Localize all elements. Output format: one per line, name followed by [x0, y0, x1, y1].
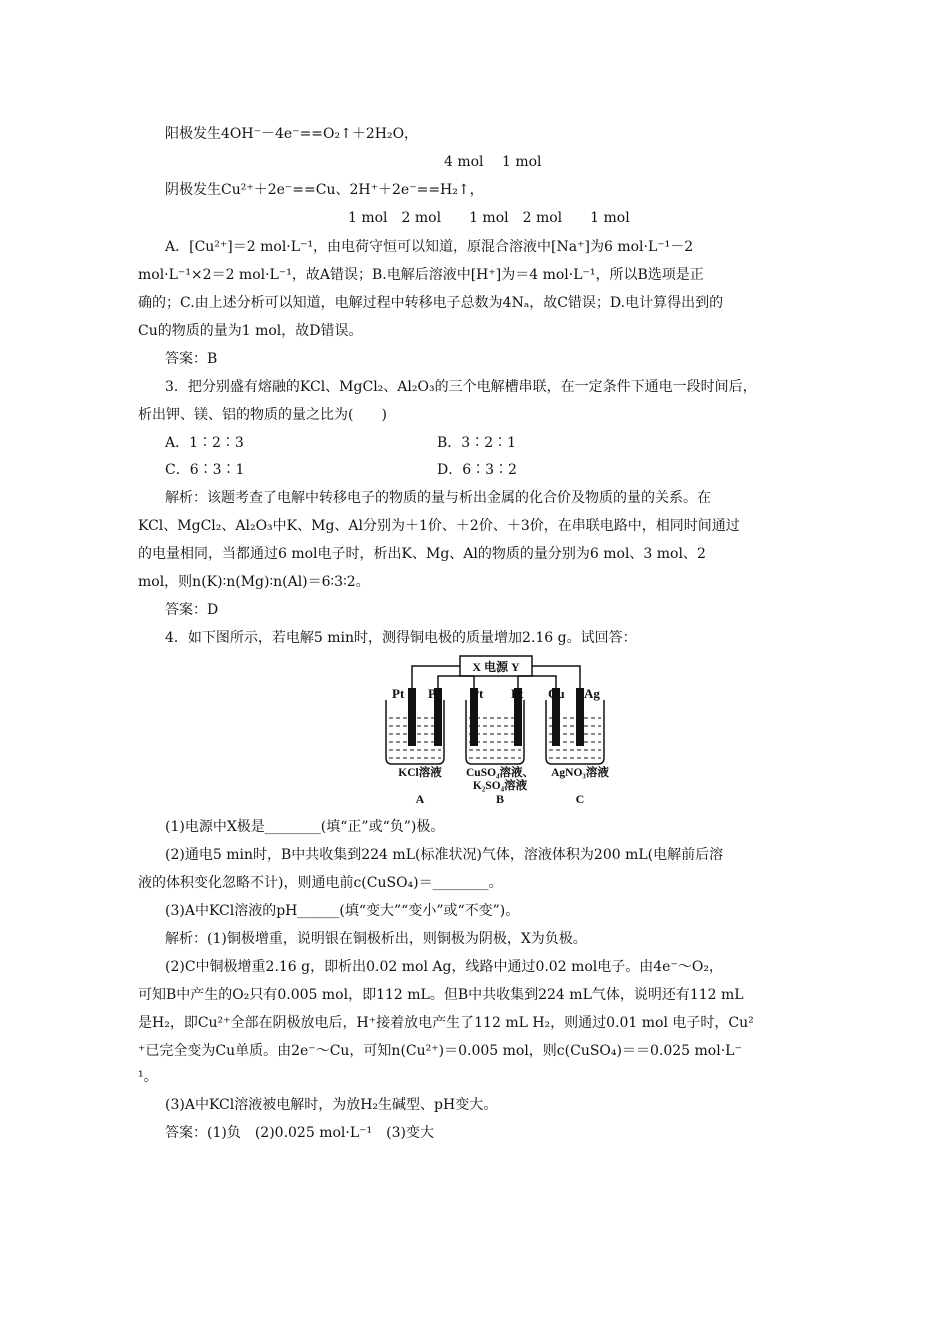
text-line: 解析：(1)铜极增重，说明银在铜极析出，则铜极为阴极，X为负极。 [165, 931, 587, 947]
answer-line: 答案：(1)负 (2)0.025 mol·L⁻¹ (3)变大 [165, 1125, 434, 1141]
electrode-label: Pt [471, 686, 484, 701]
option-a: A．1∶2∶3 [165, 435, 244, 451]
text-line: mol，则n(K)∶n(Mg)∶n(Al)＝6∶3∶2。 [138, 574, 370, 590]
text-line: ¹。 [138, 1069, 158, 1085]
answer-line: 答案：B [165, 351, 218, 367]
question-line: 4．如下图所示，若电解5 min时，测得铜电极的质量增加2.16 g。试回答： [165, 630, 637, 646]
text-line: 的电量相同，当都通过6 mol电子时，析出K、Mg、Al的物质的量分别为6 mol、3 mol、2 [138, 546, 706, 562]
electrode-label: Pt [392, 686, 405, 701]
text-line: Cu的物质的量为1 mol，故D错误。 [138, 323, 363, 339]
power-label: X 电源 Y [472, 660, 520, 674]
cell-label: A [415, 792, 425, 806]
solution-label: KCl溶液 [398, 767, 442, 779]
cell-label: B [495, 792, 505, 806]
text-line: 1 mol 2 mol 1 mol 2 mol 1 mol [348, 210, 630, 226]
electrode-pt-1 [408, 688, 416, 746]
solution-label: K₂SO₄溶液 [472, 780, 528, 792]
text-line: KCl、MgCl₂、Al₂O₃中K、Mg、Al分别为＋1价、＋2价、＋3价，在串联电路中，相同时间通过 [138, 518, 740, 534]
text-line: 可知B中产生的O₂只有0.005 mol，即112 mL。但B中共收集到224 mL气体，说明还有112 mL [138, 987, 744, 1003]
answer-line: 答案：D [165, 602, 219, 618]
electrode-ag [576, 688, 584, 746]
text-line: (2)C中铜极增重2.16 g，即析出0.02 mol Ag，线路中通过0.02 mol电子。由4e⁻～O₂， [165, 959, 723, 975]
question-line: 析出钾、镁、铝的物质的量之比为( ) [138, 407, 387, 423]
electrode-label: Pt [511, 686, 524, 701]
text-line: 4 mol 1 mol [444, 154, 542, 170]
text-line: 阳极发生4OH⁻－4e⁻==O₂↑＋2H₂O， [165, 126, 419, 142]
text-line: 确的；C.由上述分析可以知道，电解过程中转移电子总数为4Nₐ，故C错误；D.电计算得出到的 [138, 295, 724, 311]
electrode-label: Pt [428, 686, 441, 701]
text-line: 解析：该题考查了电解中转移电子的物质的量与析出金属的化合价及物质的量的关系。在 [165, 490, 711, 506]
cell-label: C [575, 792, 585, 806]
text-line: 阴极发生Cu²⁺＋2e⁻==Cu、2H⁺＋2e⁻==H₂↑， [165, 182, 484, 198]
question-line: 液的体积变化忽略不计)，则通电前c(CuSO₄)＝________。 [138, 875, 503, 891]
solution-label: CuSO₄溶液、 [466, 767, 534, 779]
text-line: ⁺已完全变为Cu单质。由2e⁻～Cu，可知n(Cu²⁺)＝0.005 mol，则c(CuSO₄)＝＝0.025 mol·L⁻ [138, 1043, 742, 1059]
option-c: C．6∶3∶1 [165, 462, 245, 478]
text-line: mol·L⁻¹×2＝2 mol·L⁻¹，故A错误；B.电解后溶液中[H⁺]为＝4 mol·L⁻¹，所以B选项是正 [138, 267, 704, 283]
electrode-label: Cu [548, 686, 565, 701]
text-line: (3)A中KCl溶液被电解时，为放H₂生碱型、pH变大。 [165, 1097, 498, 1113]
text-line: 是H₂，即Cu²⁺全部在阴极放电后，H⁺接着放电产生了112 mL H₂，则通过0.01 mol 电子时，Cu² [138, 1015, 754, 1031]
option-d: D．6∶3∶2 [437, 462, 517, 478]
question-line: (3)A中KCl溶液的pH______(填“变大”“变小”或“不变”)。 [165, 903, 520, 919]
solution-label: AgNO₃溶液 [551, 767, 609, 779]
text-line: A．[Cu²⁺]＝2 mol·L⁻¹，由电荷守恒可以知道，原混合溶液中[Na⁺]为6 mol·L⁻¹－2 [165, 239, 694, 255]
electrode-label: Ag [584, 686, 600, 701]
option-b: B．3∶2∶1 [437, 435, 517, 451]
question-line: 3．把分别盛有熔融的KCl、MgCl₂、Al₂O₃的三个电解槽串联，在一定条件下通电一段时间后， [165, 379, 757, 395]
question-line: (2)通电5 min时，B中共收集到224 mL(标准状况)气体，溶液体积为200 mL(电解前后溶 [165, 847, 724, 863]
question-line: (1)电源中X极是________(填“正”或“负”)极。 [165, 819, 445, 835]
